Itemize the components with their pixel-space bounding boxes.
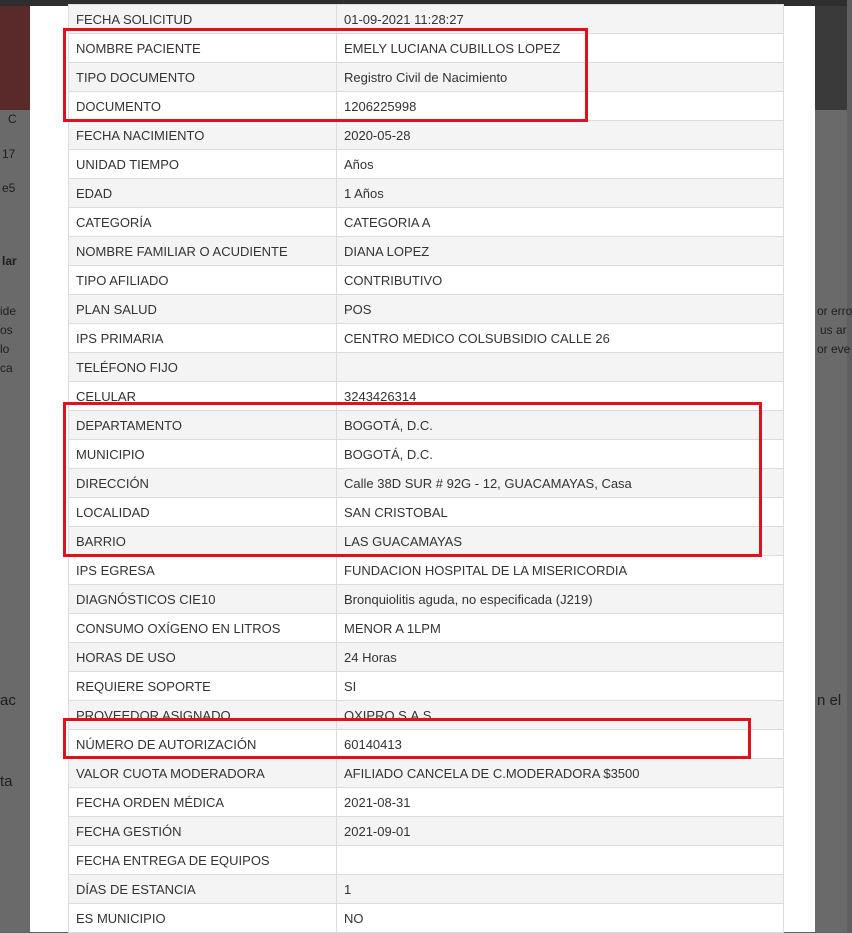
field-label: ES MUNICIPIO <box>69 904 337 933</box>
field-value: Registro Civil de Nacimiento <box>337 63 784 92</box>
backdrop-text-fragment: or eve <box>817 342 851 356</box>
patient-detail-table <box>68 4 784 933</box>
field-label: NOMBRE FAMILIAR O ACUDIENTE <box>69 237 337 266</box>
table-row <box>69 237 784 266</box>
field-label: DOCUMENTO <box>69 92 337 121</box>
table-row <box>69 63 784 92</box>
field-label: IPS EGRESA <box>69 556 337 585</box>
table-row <box>69 411 784 440</box>
field-value: Bronquiolitis aguda, no especificada (J219) <box>337 585 784 614</box>
field-label: BARRIO <box>69 527 337 556</box>
field-value: BOGOTÁ, D.C. <box>337 411 784 440</box>
field-label: VALOR CUOTA MODERADORA <box>69 759 337 788</box>
table-row <box>69 5 784 34</box>
backdrop-text-fragment: or erro <box>817 304 852 318</box>
field-label: FECHA ENTREGA DE EQUIPOS <box>69 846 337 875</box>
backdrop-text-fragment: ide <box>0 304 17 318</box>
table-row <box>69 701 784 730</box>
field-value: 1206225998 <box>337 92 784 121</box>
table-row <box>69 788 784 817</box>
field-value <box>337 353 784 382</box>
field-label: REQUIERE SOPORTE <box>69 672 337 701</box>
table-row <box>69 556 784 585</box>
field-label: UNIDAD TIEMPO <box>69 150 337 179</box>
patient-detail-table-body <box>69 5 784 933</box>
field-value: 1 <box>337 875 784 904</box>
table-row <box>69 759 784 788</box>
table-row <box>69 672 784 701</box>
table-row <box>69 92 784 121</box>
field-value: Años <box>337 150 784 179</box>
field-label: FECHA ORDEN MÉDICA <box>69 788 337 817</box>
table-row <box>69 34 784 63</box>
field-value: NO <box>337 904 784 933</box>
field-value: POS <box>337 295 784 324</box>
field-value: AFILIADO CANCELA DE C.MODERADORA $3500 <box>337 759 784 788</box>
table-row <box>69 121 784 150</box>
table-row <box>69 295 784 324</box>
field-value: 24 Horas <box>337 643 784 672</box>
field-value: 01-09-2021 11:28:27 <box>337 5 784 34</box>
table-row <box>69 730 784 759</box>
backdrop-text-fragment: e5 <box>2 181 16 195</box>
field-value: Calle 38D SUR # 92G - 12, GUACAMAYAS, Casa <box>337 469 784 498</box>
table-row <box>69 440 784 469</box>
table-row <box>69 904 784 933</box>
backdrop-text-fragment: n el <box>817 692 842 709</box>
field-label: CATEGORÍA <box>69 208 337 237</box>
field-label: FECHA SOLICITUD <box>69 5 337 34</box>
field-value: CATEGORIA A <box>337 208 784 237</box>
field-label: TIPO DOCUMENTO <box>69 63 337 92</box>
table-row <box>69 527 784 556</box>
field-label: PLAN SALUD <box>69 295 337 324</box>
field-label: TELÉFONO FIJO <box>69 353 337 382</box>
field-label: DÍAS DE ESTANCIA <box>69 875 337 904</box>
table-row <box>69 498 784 527</box>
field-value: OXIPRO S.A.S <box>337 701 784 730</box>
field-value: 2021-09-01 <box>337 817 784 846</box>
field-value: LAS GUACAMAYAS <box>337 527 784 556</box>
table-row <box>69 817 784 846</box>
field-label: LOCALIDAD <box>69 498 337 527</box>
field-label: NÚMERO DE AUTORIZACIÓN <box>69 730 337 759</box>
table-row <box>69 585 784 614</box>
field-value: SAN CRISTOBAL <box>337 498 784 527</box>
field-label: IPS PRIMARIA <box>69 324 337 353</box>
field-value: 60140413 <box>337 730 784 759</box>
field-value: MENOR A 1LPM <box>337 614 784 643</box>
table-row <box>69 150 784 179</box>
backdrop-text-fragment: 17 <box>2 147 16 161</box>
field-label: PROVEEDOR ASIGNADO <box>69 701 337 730</box>
table-row <box>69 179 784 208</box>
field-label: CELULAR <box>69 382 337 411</box>
table-row <box>69 614 784 643</box>
backdrop-text-fragment: lar <box>2 254 17 268</box>
table-row <box>69 846 784 875</box>
table-row <box>69 324 784 353</box>
backdrop-text-fragment: lo <box>0 342 10 356</box>
field-label: CONSUMO OXÍGENO EN LITROS <box>69 614 337 643</box>
field-label: FECHA GESTIÓN <box>69 817 337 846</box>
field-label: HORAS DE USO <box>69 643 337 672</box>
table-row <box>69 643 784 672</box>
backdrop-header-right <box>815 6 847 110</box>
field-value: EMELY LUCIANA CUBILLOS LOPEZ <box>337 34 784 63</box>
backdrop-text-fragment: ac <box>0 692 16 709</box>
field-value: CENTRO MEDICO COLSUBSIDIO CALLE 26 <box>337 324 784 353</box>
backdrop-text-fragment: us ar <box>820 323 847 337</box>
field-value <box>337 846 784 875</box>
table-row <box>69 875 784 904</box>
field-label: DIRECCIÓN <box>69 469 337 498</box>
field-label: TIPO AFILIADO <box>69 266 337 295</box>
field-label: DEPARTAMENTO <box>69 411 337 440</box>
backdrop-header-left <box>0 6 30 110</box>
field-value: SI <box>337 672 784 701</box>
table-row <box>69 353 784 382</box>
field-value: 3243426314 <box>337 382 784 411</box>
backdrop-text-fragment: ca <box>0 361 13 375</box>
table-row <box>69 266 784 295</box>
field-label: NOMBRE PACIENTE <box>69 34 337 63</box>
field-label: DIAGNÓSTICOS CIE10 <box>69 585 337 614</box>
field-value: 2020-05-28 <box>337 121 784 150</box>
backdrop-text-fragment: C <box>8 112 17 126</box>
backdrop-text-fragment: ta <box>0 773 13 790</box>
backdrop-text-fragment: os <box>0 323 13 337</box>
field-value: 1 Años <box>337 179 784 208</box>
field-label: EDAD <box>69 179 337 208</box>
field-value: FUNDACION HOSPITAL DE LA MISERICORDIA <box>337 556 784 585</box>
field-value: DIANA LOPEZ <box>337 237 784 266</box>
field-value: BOGOTÁ, D.C. <box>337 440 784 469</box>
detail-modal <box>30 6 815 932</box>
table-row <box>69 382 784 411</box>
field-value: 2021-08-31 <box>337 788 784 817</box>
table-row <box>69 208 784 237</box>
field-label: FECHA NACIMIENTO <box>69 121 337 150</box>
field-value: CONTRIBUTIVO <box>337 266 784 295</box>
field-label: MUNICIPIO <box>69 440 337 469</box>
table-row <box>69 469 784 498</box>
